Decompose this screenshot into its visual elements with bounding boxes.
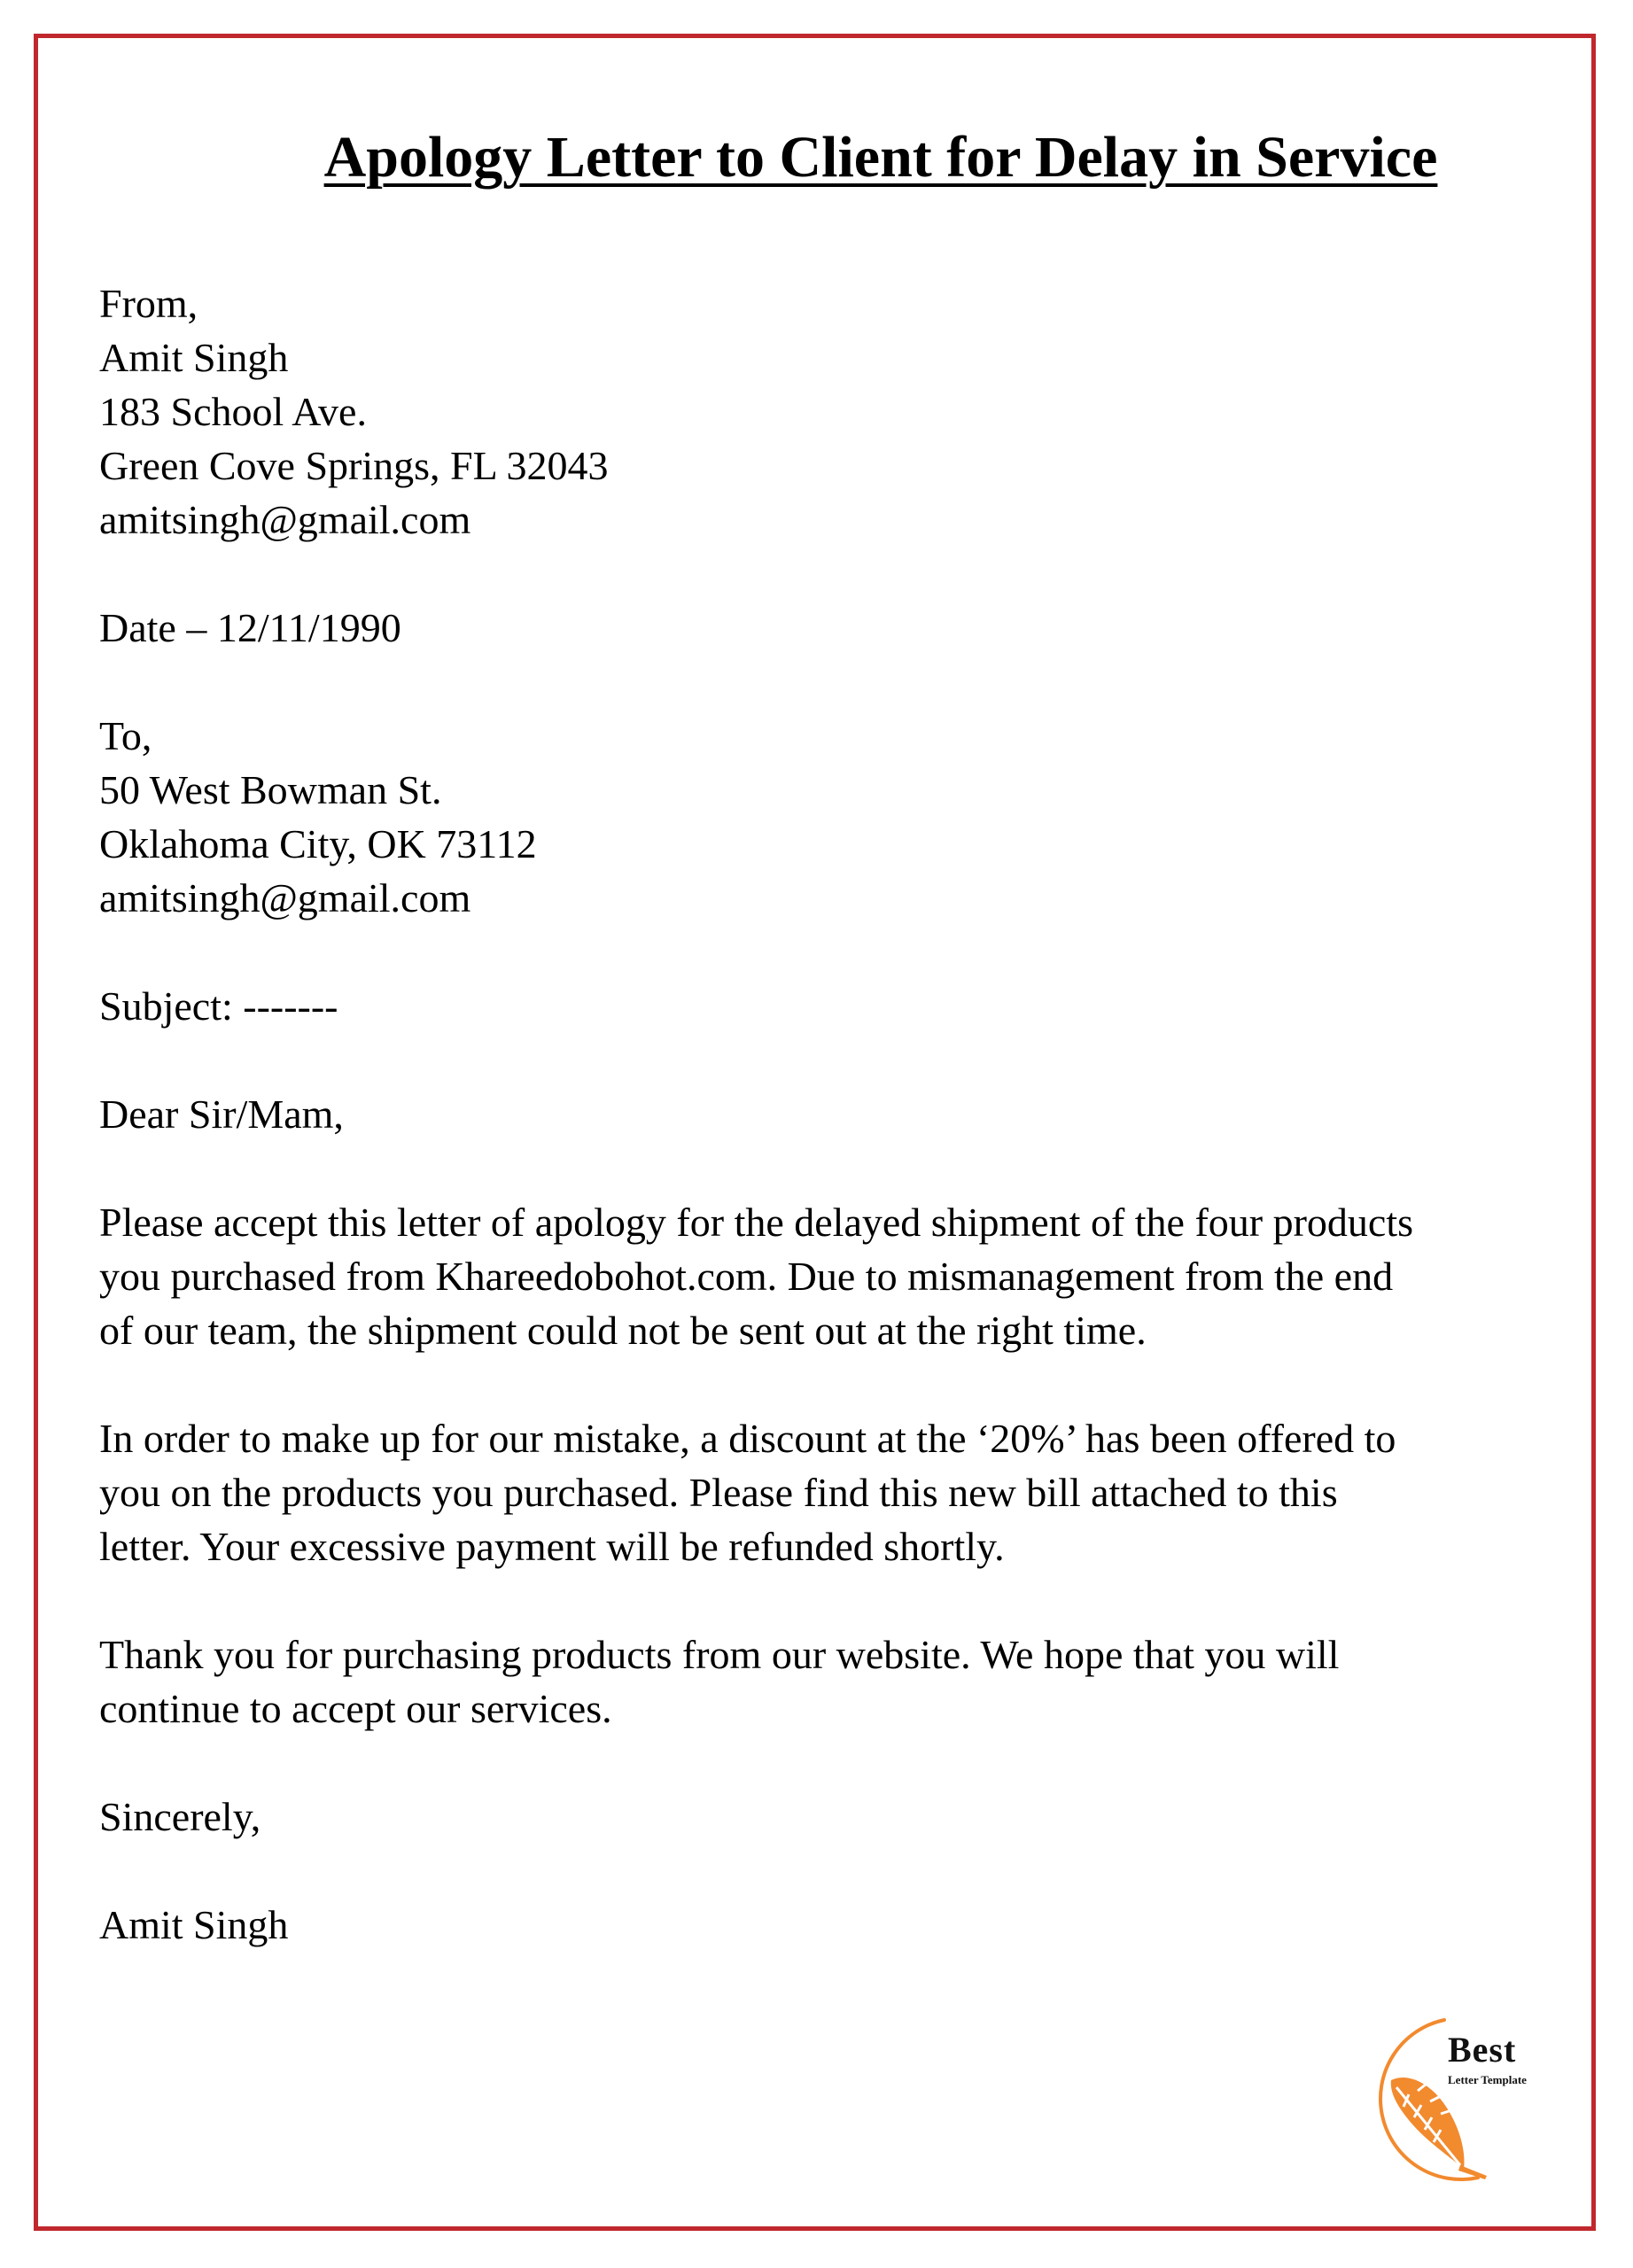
sender-email: amitsingh@gmail.com: [99, 497, 471, 542]
logo-wordmark: Best: [1448, 2030, 1517, 2070]
sender-block: [99, 276, 1570, 547]
subject-block: [99, 979, 1570, 1033]
date-block: [99, 601, 1570, 655]
salutation: Dear Sir/Mam,: [99, 1091, 344, 1137]
letter-date: Date – 12/11/1990: [99, 605, 401, 650]
recipient-street: 50 West Bowman St.: [99, 767, 442, 812]
salutation-block: [99, 1087, 1570, 1141]
title-text: Apology Letter to Client for Delay in Service: [323, 125, 1438, 190]
recipient-email: amitsingh@gmail.com: [99, 875, 471, 920]
paragraph-line: you purchased from Khareedobohot.com. Due to mismanagement from the end: [99, 1254, 1394, 1299]
paragraph-line: continue to accept our services.: [99, 1686, 612, 1731]
best-letter-template-logo: [1347, 2009, 1559, 2186]
sender-city: Green Cove Springs, FL 32043: [99, 443, 609, 488]
letter-body: [99, 276, 1570, 1952]
subject-line: Subject: -------: [99, 983, 338, 1029]
signature-block: [99, 1898, 1570, 1952]
paragraph-line: Please accept this letter of apology for the delayed shipment of the four products: [99, 1200, 1414, 1245]
paragraph-2: [99, 1411, 1570, 1573]
from-label: From,: [99, 281, 198, 326]
paragraph-line: of our team, the shipment could not be sent out at the right time.: [99, 1308, 1147, 1353]
closing: Sincerely,: [99, 1794, 261, 1839]
signature-name: Amit Singh: [99, 1902, 289, 1947]
sender-street: 183 School Ave.: [99, 389, 367, 434]
paragraph-line: In order to make up for our mistake, a discount at the ‘20%’ has been offered to: [99, 1416, 1396, 1461]
sender-name: Amit Singh: [99, 335, 289, 380]
closing-block: [99, 1790, 1570, 1844]
paragraph-line: Thank you for purchasing products from our website. We hope that you will: [99, 1632, 1340, 1677]
paragraph-1: [99, 1195, 1570, 1357]
page-title: [0, 124, 1633, 191]
logo-subtitle: Letter Template: [1448, 2073, 1527, 2086]
recipient-block: [99, 709, 1570, 925]
paragraph-line: you on the products you purchased. Please find this new bill attached to this: [99, 1470, 1338, 1515]
recipient-city: Oklahoma City, OK 73112: [99, 821, 537, 866]
paragraph-line: letter. Your excessive payment will be refunded shortly.: [99, 1524, 1005, 1569]
paragraph-3: [99, 1627, 1570, 1736]
to-label: To,: [99, 713, 152, 758]
